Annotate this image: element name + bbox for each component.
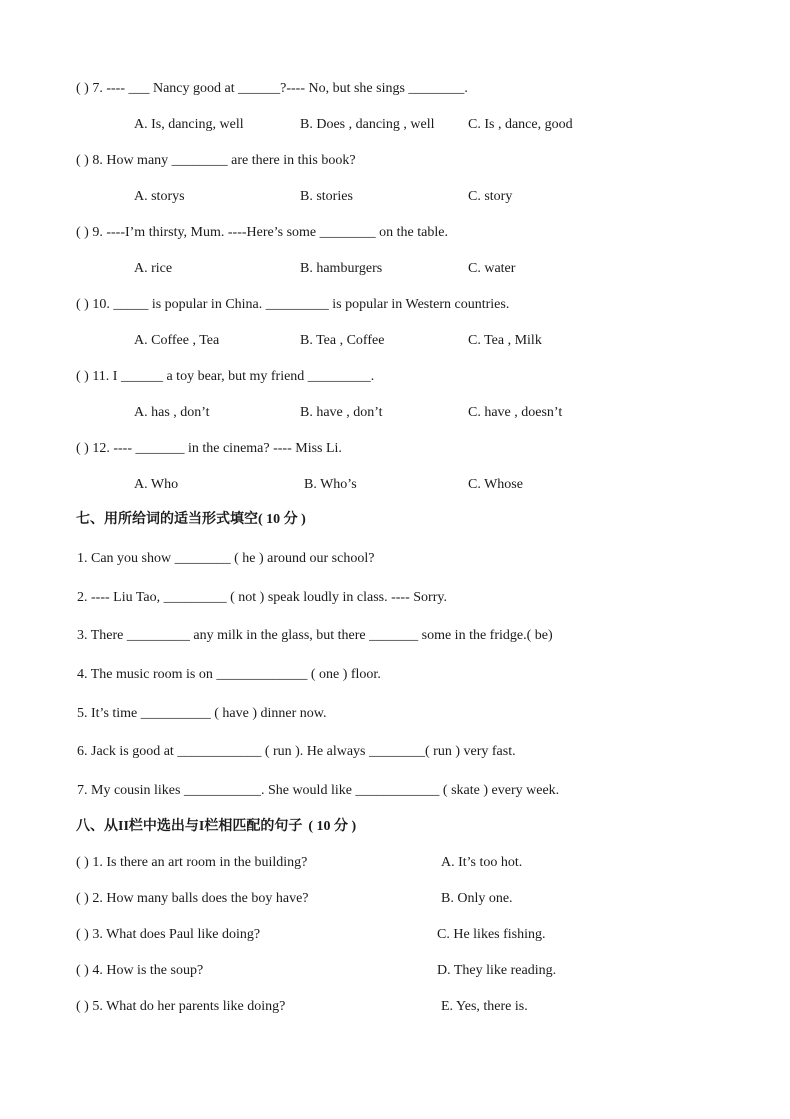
section-7-heading: 七、用所给词的适当形式填空( 10 分 ) bbox=[76, 511, 306, 527]
fill-item-6: 6. Jack is good at ____________ ( run ). He always ________( run ) very fast. bbox=[77, 744, 516, 759]
match-question: ( ) 2. How many balls does the boy have? bbox=[76, 891, 309, 906]
option-a: A. Coffee , Tea bbox=[134, 333, 220, 348]
answer-blank: ( ) bbox=[76, 369, 89, 384]
option-a: A. Is, dancing, well bbox=[134, 117, 244, 132]
fill-item-3: 3. There _________ any milk in the glass, but there _______ some in the fridge.( be) bbox=[77, 628, 553, 643]
match-question: ( ) 4. How is the soup? bbox=[76, 963, 204, 978]
column-i-label: I bbox=[198, 819, 205, 834]
option-b: B. Who’s bbox=[304, 477, 357, 492]
answer-blank: ( ) bbox=[76, 225, 89, 240]
section-score: ( 10 分 ) bbox=[308, 819, 357, 834]
question-stem: ( ) 8. How many ________ are there in this book? bbox=[76, 153, 356, 168]
answer-blank: ( ) bbox=[76, 855, 89, 870]
option-c: C. water bbox=[468, 261, 516, 276]
fill-item-2: 2. ---- Liu Tao, _________ ( not ) speak loudly in class. ---- Sorry. bbox=[77, 590, 447, 605]
question-stem: ( ) 7. ---- ___ Nancy good at ______?---- No, but she sings ________. bbox=[76, 81, 468, 96]
answer-blank: ( ) bbox=[76, 963, 89, 978]
option-a: A. storys bbox=[134, 189, 185, 204]
option-a: A. Who bbox=[134, 477, 179, 492]
fill-item-4: 4. The music room is on _____________ ( one ) floor. bbox=[77, 667, 381, 682]
match-question: ( ) 1. Is there an art room in the building? bbox=[76, 855, 308, 870]
match-answer: E. Yes, there is. bbox=[441, 999, 528, 1014]
answer-blank: ( ) bbox=[76, 153, 89, 168]
option-c: C. Whose bbox=[468, 477, 523, 492]
answer-blank: ( ) bbox=[76, 891, 89, 906]
option-a: A. has , don’t bbox=[134, 405, 210, 420]
match-question: ( ) 5. What do her parents like doing? bbox=[76, 999, 286, 1014]
option-c: C. Is , dance, good bbox=[468, 117, 573, 132]
match-answer: C. He likes fishing. bbox=[437, 927, 546, 942]
question-stem: ( ) 12. ---- _______ in the cinema? ---- Miss Li. bbox=[76, 441, 342, 456]
section-8-heading: 八、从II栏中选出与I栏相匹配的句子 ( 10 分 ) bbox=[76, 818, 357, 834]
answer-blank: ( ) bbox=[76, 441, 89, 456]
fill-item-5: 5. It’s time __________ ( have ) dinner now. bbox=[77, 706, 327, 721]
question-stem: ( ) 9. ----I’m thirsty, Mum. ----Here’s some ________ on the table. bbox=[76, 225, 448, 240]
option-c: C. story bbox=[468, 189, 513, 204]
match-question: ( ) 3. What does Paul like doing? bbox=[76, 927, 261, 942]
option-b: B. Tea , Coffee bbox=[300, 333, 385, 348]
match-answer: D. They like reading. bbox=[437, 963, 557, 978]
match-answer: A. It’s too hot. bbox=[441, 855, 523, 870]
answer-blank: ( ) bbox=[76, 927, 89, 942]
option-a: A. rice bbox=[134, 261, 173, 276]
answer-blank: ( ) bbox=[76, 297, 89, 312]
fill-item-7: 7. My cousin likes ___________. She would like ____________ ( skate ) every week. bbox=[77, 783, 560, 798]
match-answer: B. Only one. bbox=[441, 891, 513, 906]
option-c: C. Tea , Milk bbox=[468, 333, 542, 348]
answer-blank: ( ) bbox=[76, 81, 89, 96]
option-b: B. Does , dancing , well bbox=[300, 117, 435, 132]
option-b: B. stories bbox=[300, 189, 353, 204]
answer-blank: ( ) bbox=[76, 999, 89, 1014]
question-stem: ( ) 10. _____ is popular in China. _________ is popular in Western countries. bbox=[76, 297, 510, 312]
option-b: B. hamburgers bbox=[300, 261, 383, 276]
option-b: B. have , don’t bbox=[300, 405, 383, 420]
question-stem: ( ) 11. I ______ a toy bear, but my friend _________. bbox=[76, 369, 375, 384]
option-c: C. have , doesn’t bbox=[468, 405, 563, 420]
fill-item-1: 1. Can you show ________ ( he ) around our school? bbox=[77, 551, 375, 566]
column-ii-label: II bbox=[118, 819, 129, 834]
section-score: ( 10 分 ) bbox=[258, 512, 306, 527]
